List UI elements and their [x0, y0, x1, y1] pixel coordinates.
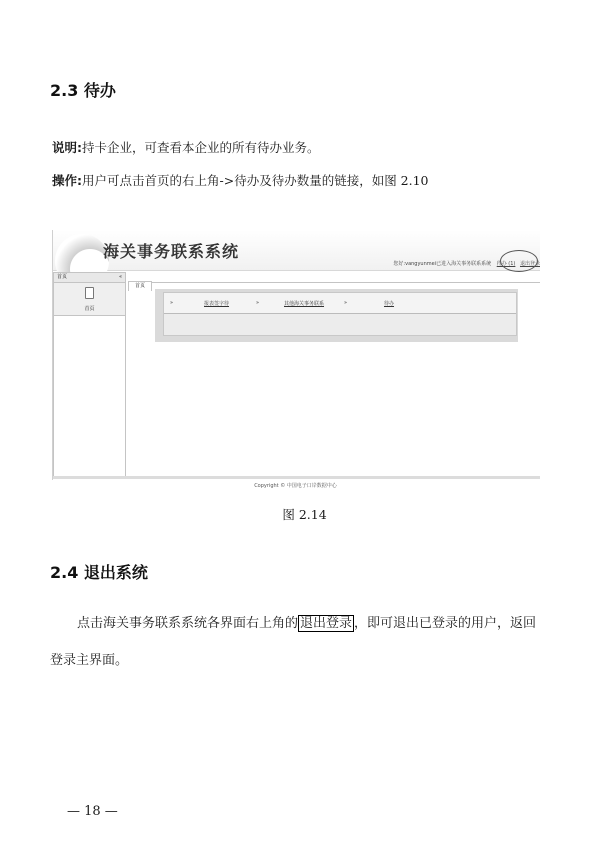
- figure-caption: 图 2.14: [282, 507, 327, 522]
- exit-instructions-line1: [77, 615, 536, 633]
- todo-item-link[interactable]: 待办: [384, 301, 395, 307]
- screenshot-header: [53, 230, 540, 271]
- collapse-icon[interactable]: «: [118, 274, 122, 280]
- logout-button-reference: 退出登录: [300, 616, 353, 631]
- screenshot-bottom-bar: [53, 476, 540, 479]
- exit-text-before: 点击海关事务联系系统各界面右上角的: [77, 616, 299, 631]
- user-greeting: 您好:vangyunmei已进入海关事务联系系统: [393, 261, 492, 267]
- todo-item-icon: »: [170, 300, 174, 306]
- page-number: — 18 —: [67, 804, 118, 819]
- tab-home[interactable]: 首页: [128, 281, 152, 291]
- screenshot-title: 海关事务联系系统: [103, 242, 240, 261]
- logout-link[interactable]: 退出登录: [519, 261, 540, 267]
- left-panel: [53, 272, 126, 478]
- home-nav-label: 首页: [84, 306, 95, 312]
- todo-item-icon: »: [344, 300, 348, 306]
- todo-panel: [155, 289, 518, 342]
- todo-panel-inner: [163, 292, 517, 336]
- todo-row: [164, 293, 516, 314]
- operation-line: [52, 172, 429, 190]
- description-label: 说明:: [52, 140, 82, 155]
- todo-item-link[interactable]: 报表签字待: [204, 301, 230, 307]
- operation-text: 用户可点击首页的右上角->待办及待办数量的链接，如图 2.10: [82, 173, 429, 188]
- left-panel-tab-label: 首页: [57, 274, 68, 280]
- description-line: [52, 139, 320, 157]
- main-area: [128, 272, 540, 476]
- section-2-4-heading: 2.4 退出系统: [50, 563, 148, 582]
- system-screenshot: [52, 230, 540, 480]
- section-2-3-heading: 2.3 待办: [50, 81, 116, 100]
- screenshot-copyright: Copyright © 中国电子口岸数据中心: [254, 483, 337, 489]
- todo-highlight-oval: [500, 250, 538, 272]
- tab-strip: [128, 272, 540, 289]
- exit-text-after: ，即可退出已登录的用户，返回: [354, 616, 537, 631]
- description-text: 持卡企业，可查看本企业的所有待办业务。: [82, 140, 320, 155]
- todo-link[interactable]: 待办 (1): [496, 261, 516, 267]
- todo-item-link[interactable]: 其他海关事务联系: [284, 301, 325, 307]
- home-nav-item[interactable]: [54, 283, 125, 316]
- home-page-icon: [85, 287, 94, 299]
- exit-instructions-line2: 登录主界面。: [50, 653, 129, 668]
- todo-item-icon: »: [256, 300, 260, 306]
- operation-label: 操作:: [52, 173, 82, 188]
- left-panel-tab: [54, 273, 125, 283]
